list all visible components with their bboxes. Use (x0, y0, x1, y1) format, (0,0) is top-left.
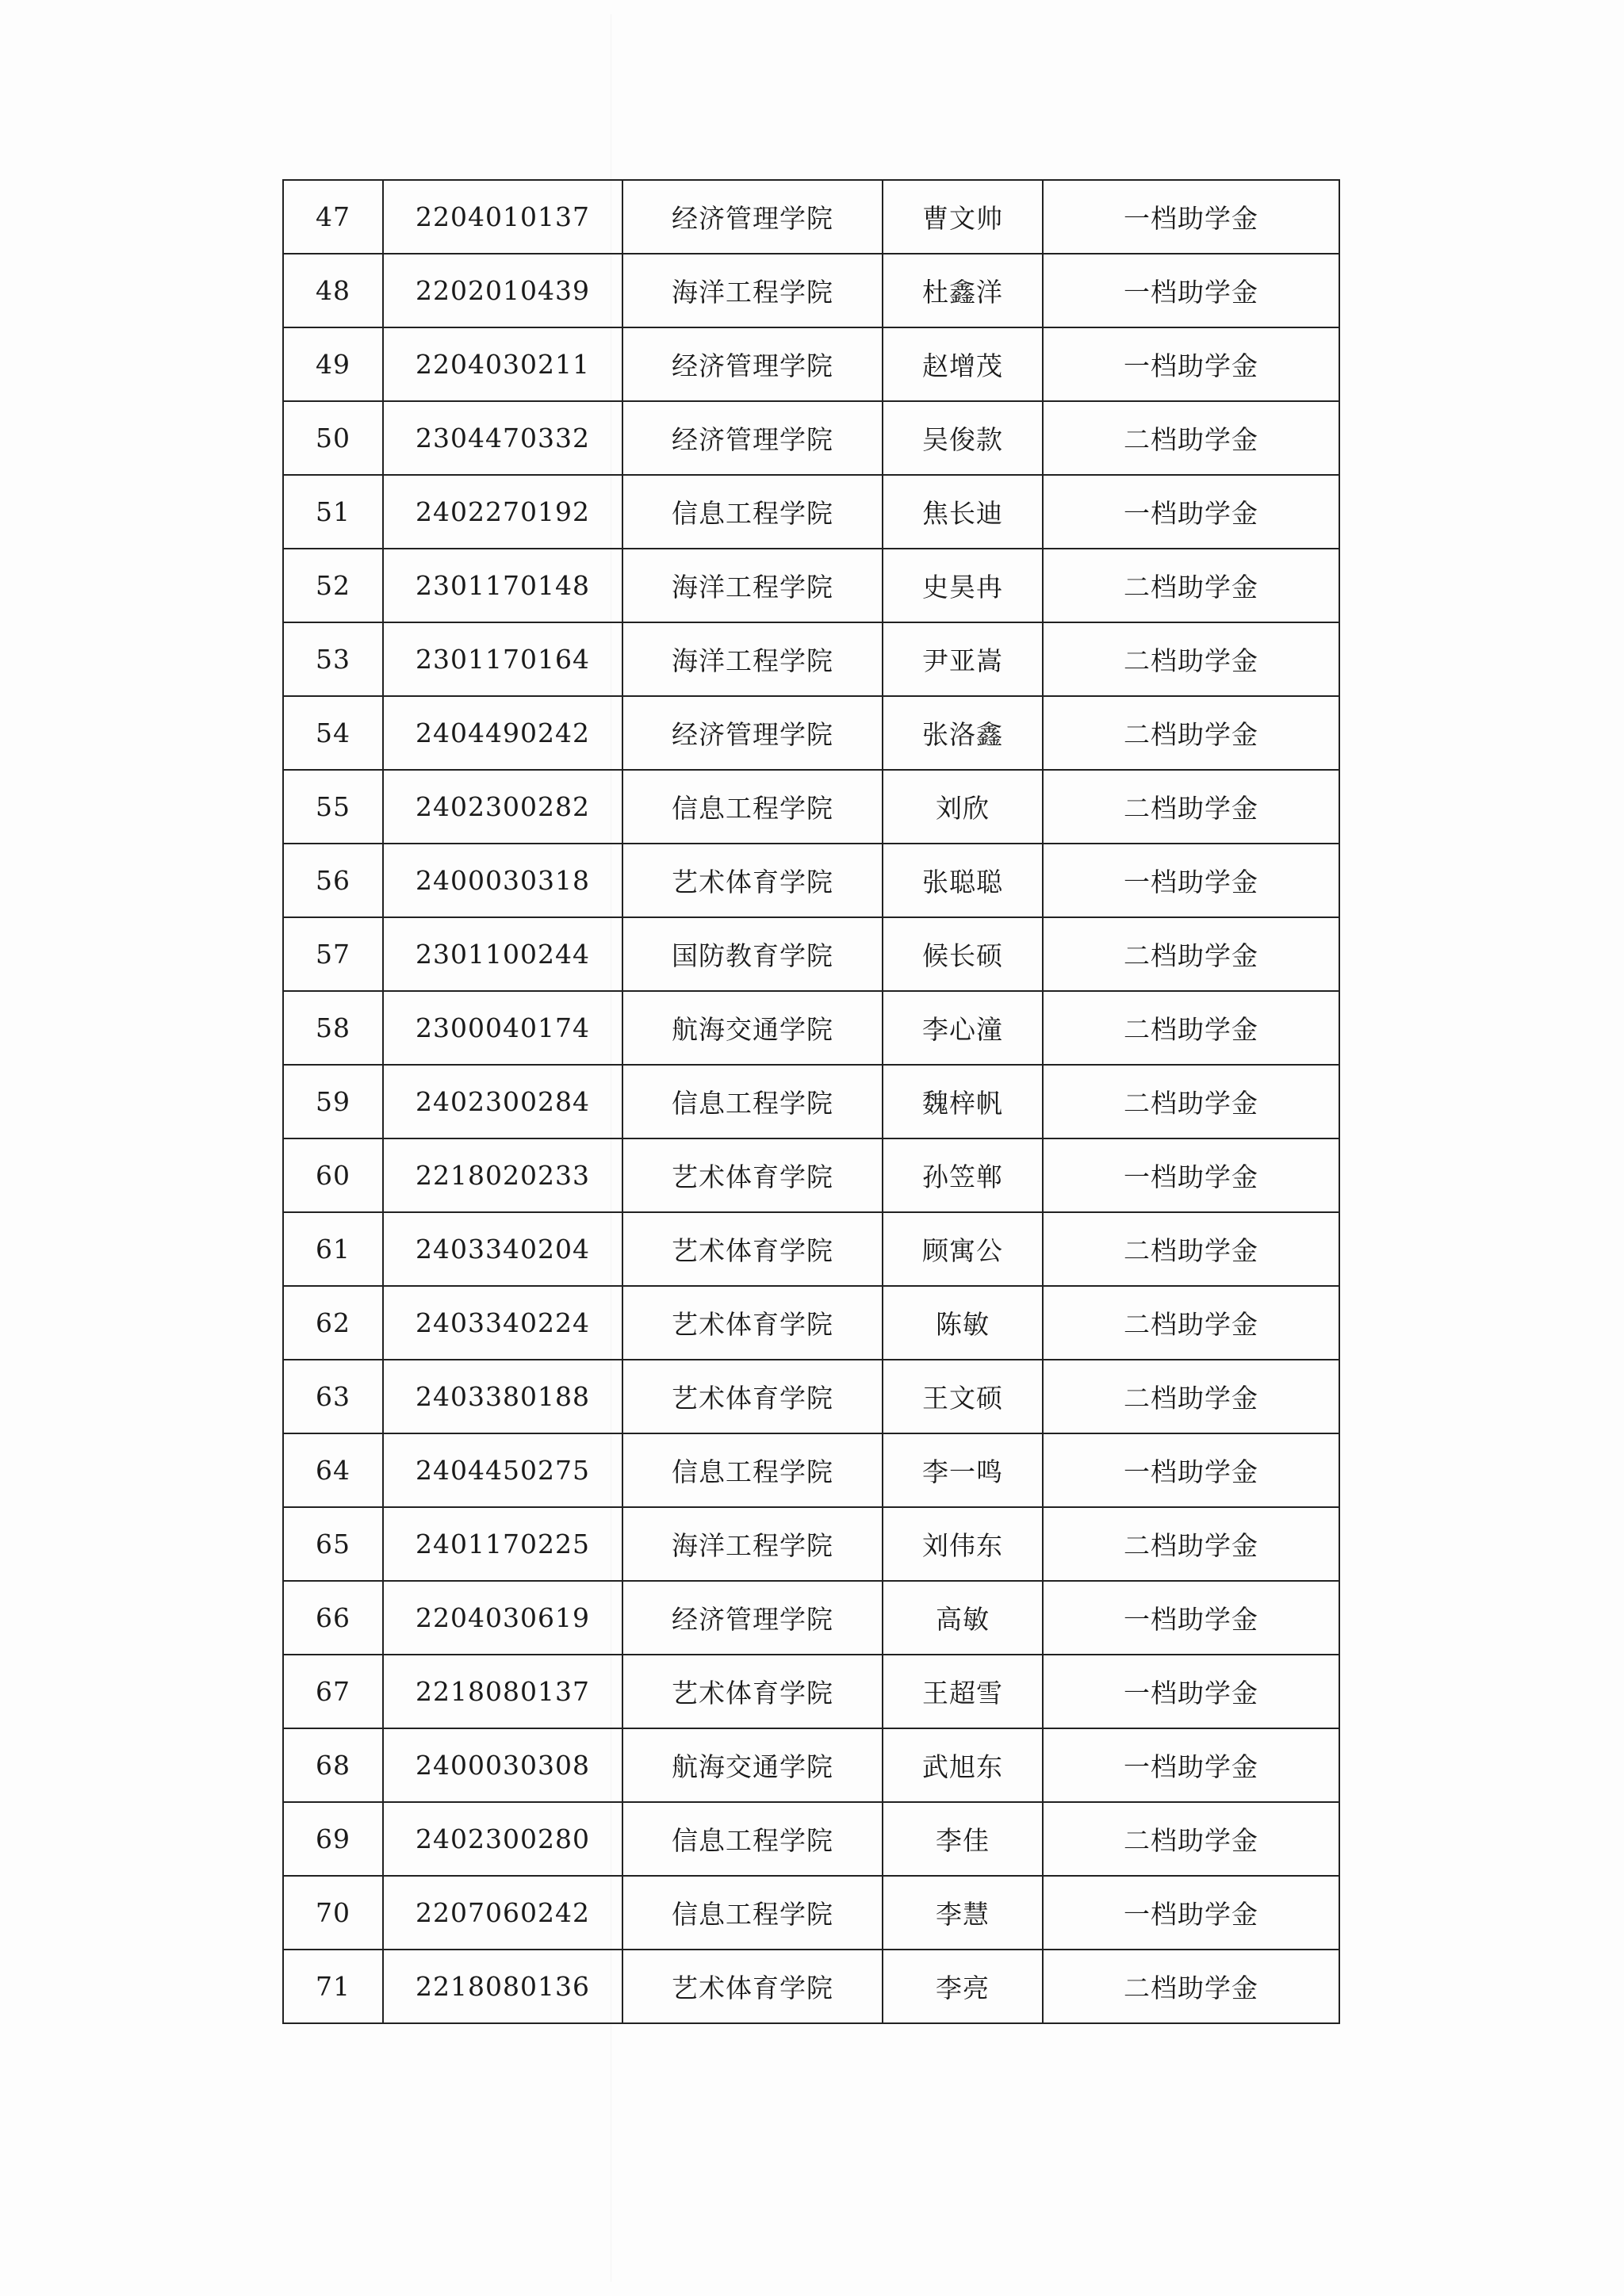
student-id-cell: 2218020233 (383, 1138, 622, 1212)
grant-level-cell: 一档助学金 (1043, 1655, 1339, 1728)
student-name-cell: 刘欣 (883, 770, 1043, 844)
table-row (283, 549, 1339, 622)
college-cell: 信息工程学院 (622, 1065, 883, 1138)
grant-level-cell: 一档助学金 (1043, 475, 1339, 549)
student-id-cell: 2301170148 (383, 549, 622, 622)
row-number-cell: 60 (283, 1138, 383, 1212)
row-number-cell: 58 (283, 991, 383, 1065)
row-number-cell: 59 (283, 1065, 383, 1138)
college-cell: 信息工程学院 (622, 475, 883, 549)
student-id-cell: 2301170164 (383, 622, 622, 696)
student-name-cell: 武旭东 (883, 1728, 1043, 1802)
row-number-cell: 67 (283, 1655, 383, 1728)
row-number-cell: 68 (283, 1728, 383, 1802)
grant-level-cell: 二档助学金 (1043, 401, 1339, 475)
student-name-cell: 尹亚嵩 (883, 622, 1043, 696)
table-row (283, 1212, 1339, 1286)
college-cell: 经济管理学院 (622, 1581, 883, 1655)
student-name-cell: 赵增茂 (883, 327, 1043, 401)
table-row (283, 844, 1339, 917)
table-row (283, 327, 1339, 401)
student-id-cell: 2204010137 (383, 180, 622, 254)
student-name-cell: 顾寓公 (883, 1212, 1043, 1286)
grant-level-cell: 一档助学金 (1043, 327, 1339, 401)
table-row (283, 622, 1339, 696)
row-number-cell: 52 (283, 549, 383, 622)
college-cell: 经济管理学院 (622, 696, 883, 770)
college-cell: 海洋工程学院 (622, 1507, 883, 1581)
row-number-cell: 64 (283, 1433, 383, 1507)
student-name-cell: 吴俊款 (883, 401, 1043, 475)
grant-level-cell: 二档助学金 (1043, 917, 1339, 991)
student-name-cell: 孙笠郸 (883, 1138, 1043, 1212)
grant-level-cell: 一档助学金 (1043, 1433, 1339, 1507)
row-number-cell: 57 (283, 917, 383, 991)
college-cell: 航海交通学院 (622, 1728, 883, 1802)
student-id-cell: 2204030211 (383, 327, 622, 401)
student-name-cell: 王文硕 (883, 1360, 1043, 1433)
grant-level-cell: 一档助学金 (1043, 1876, 1339, 1950)
grant-level-cell: 二档助学金 (1043, 770, 1339, 844)
scholarship-roster-table (282, 179, 1340, 2024)
row-number-cell: 56 (283, 844, 383, 917)
student-id-cell: 2402300282 (383, 770, 622, 844)
student-id-cell: 2202010439 (383, 254, 622, 327)
student-name-cell: 李亮 (883, 1950, 1043, 2023)
student-name-cell: 李一鸣 (883, 1433, 1043, 1507)
college-cell: 海洋工程学院 (622, 254, 883, 327)
student-name-cell: 张洛鑫 (883, 696, 1043, 770)
grant-level-cell: 二档助学金 (1043, 1950, 1339, 2023)
table-row (283, 180, 1339, 254)
student-name-cell: 李心潼 (883, 991, 1043, 1065)
grant-level-cell: 二档助学金 (1043, 1360, 1339, 1433)
table-row (283, 1138, 1339, 1212)
college-cell: 艺术体育学院 (622, 1950, 883, 2023)
student-name-cell: 焦长迪 (883, 475, 1043, 549)
table-row (283, 1655, 1339, 1728)
student-id-cell: 2207060242 (383, 1876, 622, 1950)
table-row (283, 696, 1339, 770)
row-number-cell: 55 (283, 770, 383, 844)
college-cell: 信息工程学院 (622, 1802, 883, 1876)
student-id-cell: 2401170225 (383, 1507, 622, 1581)
table-row (283, 1507, 1339, 1581)
college-cell: 海洋工程学院 (622, 622, 883, 696)
grant-level-cell: 一档助学金 (1043, 1138, 1339, 1212)
table-row (283, 991, 1339, 1065)
row-number-cell: 70 (283, 1876, 383, 1950)
student-name-cell: 史昊冉 (883, 549, 1043, 622)
student-name-cell: 刘伟东 (883, 1507, 1043, 1581)
student-id-cell: 2404450275 (383, 1433, 622, 1507)
row-number-cell: 71 (283, 1950, 383, 2023)
row-number-cell: 53 (283, 622, 383, 696)
grant-level-cell: 二档助学金 (1043, 696, 1339, 770)
student-id-cell: 2400030318 (383, 844, 622, 917)
table-row (283, 1876, 1339, 1950)
student-id-cell: 2218080137 (383, 1655, 622, 1728)
row-number-cell: 69 (283, 1802, 383, 1876)
table-row (283, 1581, 1339, 1655)
grant-level-cell: 二档助学金 (1043, 622, 1339, 696)
grant-level-cell: 一档助学金 (1043, 844, 1339, 917)
college-cell: 经济管理学院 (622, 401, 883, 475)
student-id-cell: 2300040174 (383, 991, 622, 1065)
student-id-cell: 2402270192 (383, 475, 622, 549)
table-row (283, 1728, 1339, 1802)
table-row (283, 917, 1339, 991)
grant-level-cell: 二档助学金 (1043, 1802, 1339, 1876)
grant-level-cell: 一档助学金 (1043, 1728, 1339, 1802)
student-id-cell: 2403380188 (383, 1360, 622, 1433)
student-id-cell: 2301100244 (383, 917, 622, 991)
row-number-cell: 61 (283, 1212, 383, 1286)
college-cell: 信息工程学院 (622, 1876, 883, 1950)
college-cell: 艺术体育学院 (622, 1655, 883, 1728)
student-name-cell: 曹文帅 (883, 180, 1043, 254)
row-number-cell: 63 (283, 1360, 383, 1433)
row-number-cell: 50 (283, 401, 383, 475)
table-row (283, 1802, 1339, 1876)
grant-level-cell: 二档助学金 (1043, 1507, 1339, 1581)
college-cell: 艺术体育学院 (622, 1212, 883, 1286)
student-name-cell: 李慧 (883, 1876, 1043, 1950)
student-name-cell: 候长硕 (883, 917, 1043, 991)
table-row (283, 1286, 1339, 1360)
student-name-cell: 陈敏 (883, 1286, 1043, 1360)
row-number-cell: 65 (283, 1507, 383, 1581)
college-cell: 国防教育学院 (622, 917, 883, 991)
table-row (283, 1065, 1339, 1138)
student-name-cell: 张聪聪 (883, 844, 1043, 917)
table-row (283, 1360, 1339, 1433)
student-id-cell: 2402300284 (383, 1065, 622, 1138)
grant-level-cell: 二档助学金 (1043, 991, 1339, 1065)
student-id-cell: 2218080136 (383, 1950, 622, 2023)
college-cell: 艺术体育学院 (622, 1138, 883, 1212)
college-cell: 海洋工程学院 (622, 549, 883, 622)
table-row (283, 770, 1339, 844)
grant-level-cell: 二档助学金 (1043, 1286, 1339, 1360)
grant-level-cell: 一档助学金 (1043, 180, 1339, 254)
college-cell: 经济管理学院 (622, 180, 883, 254)
roster-table-body (283, 180, 1339, 2023)
student-id-cell: 2403340204 (383, 1212, 622, 1286)
student-name-cell: 王超雪 (883, 1655, 1043, 1728)
student-id-cell: 2402300280 (383, 1802, 622, 1876)
student-id-cell: 2400030308 (383, 1728, 622, 1802)
row-number-cell: 62 (283, 1286, 383, 1360)
row-number-cell: 51 (283, 475, 383, 549)
grant-level-cell: 二档助学金 (1043, 1065, 1339, 1138)
college-cell: 艺术体育学院 (622, 1286, 883, 1360)
student-id-cell: 2304470332 (383, 401, 622, 475)
grant-level-cell: 一档助学金 (1043, 1581, 1339, 1655)
student-name-cell: 李佳 (883, 1802, 1043, 1876)
college-cell: 信息工程学院 (622, 770, 883, 844)
row-number-cell: 49 (283, 327, 383, 401)
grant-level-cell: 二档助学金 (1043, 1212, 1339, 1286)
table-row (283, 475, 1339, 549)
table-row (283, 401, 1339, 475)
student-id-cell: 2404490242 (383, 696, 622, 770)
row-number-cell: 54 (283, 696, 383, 770)
student-name-cell: 杜鑫洋 (883, 254, 1043, 327)
table-row (283, 1950, 1339, 2023)
college-cell: 信息工程学院 (622, 1433, 883, 1507)
grant-level-cell: 一档助学金 (1043, 254, 1339, 327)
college-cell: 经济管理学院 (622, 327, 883, 401)
college-cell: 艺术体育学院 (622, 844, 883, 917)
college-cell: 航海交通学院 (622, 991, 883, 1065)
grant-level-cell: 二档助学金 (1043, 549, 1339, 622)
student-name-cell: 高敏 (883, 1581, 1043, 1655)
table-row (283, 254, 1339, 327)
table-row (283, 1433, 1339, 1507)
student-id-cell: 2403340224 (383, 1286, 622, 1360)
row-number-cell: 48 (283, 254, 383, 327)
student-name-cell: 魏梓帆 (883, 1065, 1043, 1138)
college-cell: 艺术体育学院 (622, 1360, 883, 1433)
row-number-cell: 66 (283, 1581, 383, 1655)
row-number-cell: 47 (283, 180, 383, 254)
student-id-cell: 2204030619 (383, 1581, 622, 1655)
